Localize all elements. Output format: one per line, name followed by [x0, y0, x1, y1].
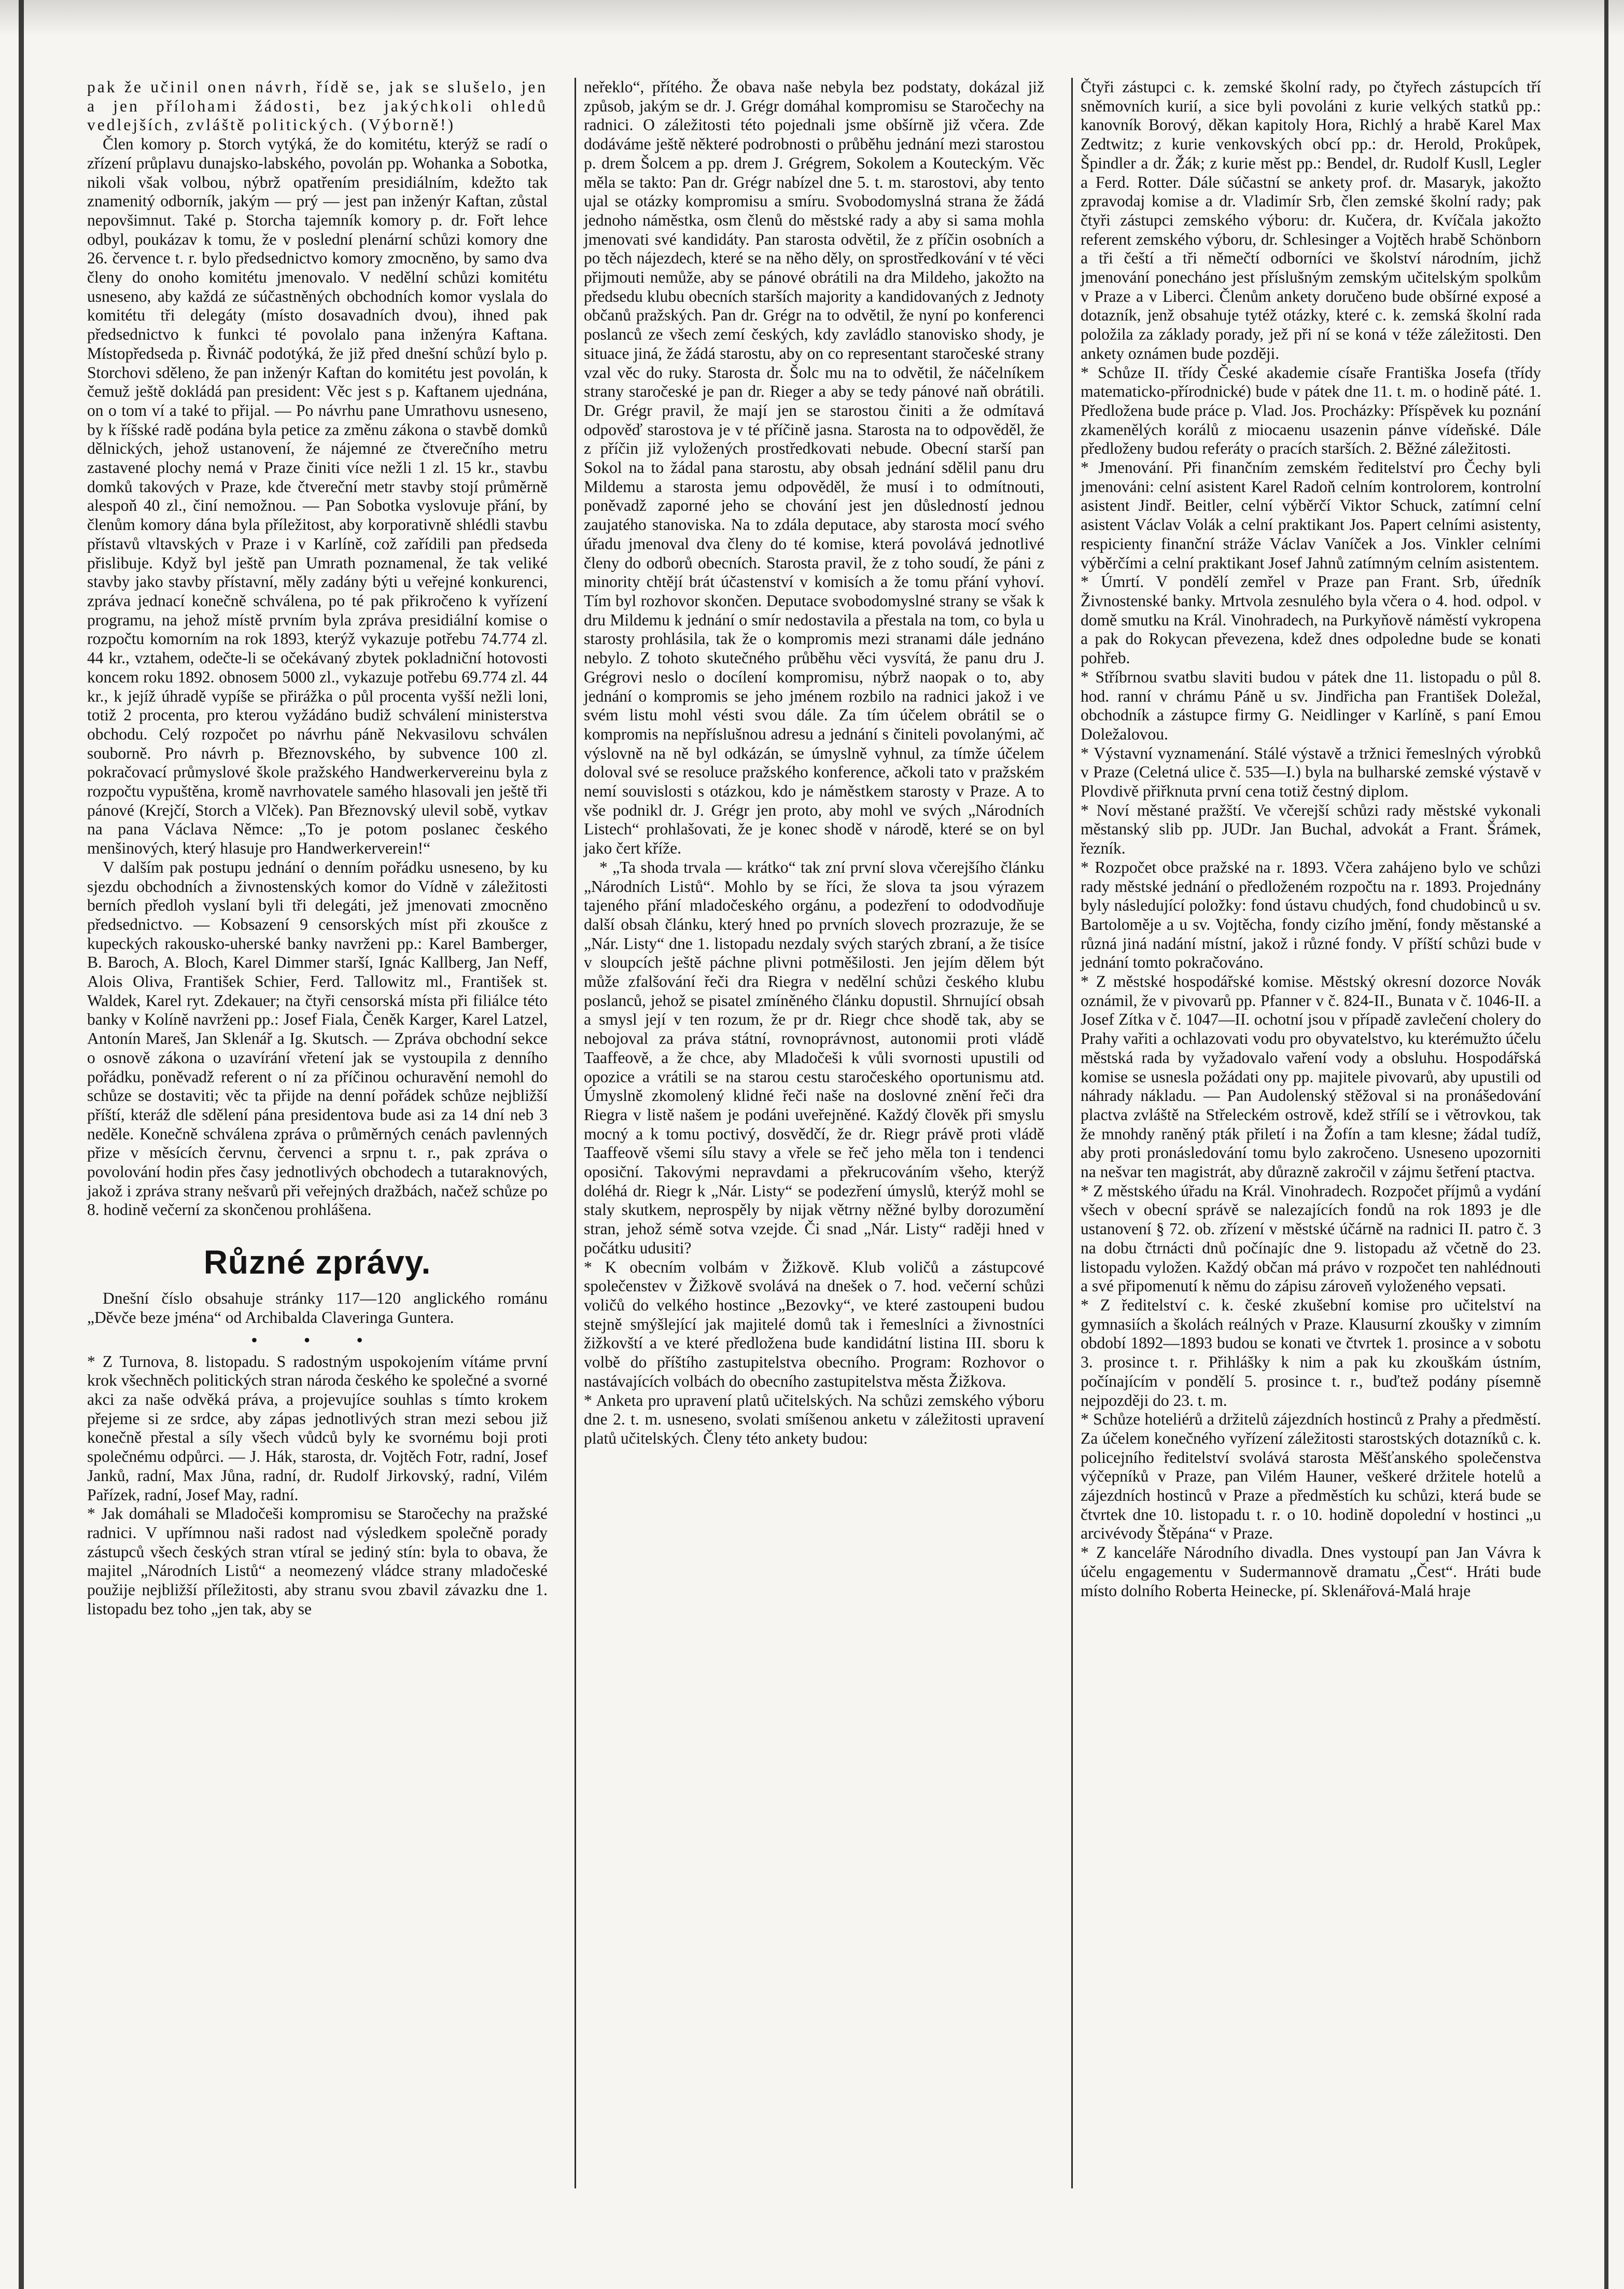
paragraph: pak že učinil onen návrh, řídě se, jak se slušelo, jen a jen přílohami žádosti, bez jakýchkoli ohledů vedlejších, zvláště politických. (Výborně!) — [87, 78, 548, 134]
paragraph: Čtyři zástupci c. k. zemské školní rady, po čtyřech zástupcích tří sněmovních kurií, a sice byli povoláni z kurie velkých statků pp.: kanovník Borový, děkan kapitoly Hora, Richlý a hrabě Karel Max Zedtwitz; z kurie venkovských obcí pp.: dr. Herold, Prokůpek, Špindler a dr. Žák; z kurie měst pp.: Bendel, dr. Rudolf Kusll, Legler a Ferd. Rotter. Dále súčastní se ankety prof. dr. Masaryk, jakožto zpravodaj komise a dr. Vladimír Srb, člen zemské školní rady; pak čtyři zástupci zemského výboru: dr. Kučera, dr. Kvíčala jakožto referent zemského výboru, dr. Schlesinger a Vojtěch hrabě Schönborn a tři čeští a tři němečtí odborníci ve školství národním, jichž jmenování ponecháno jest příslušným zemským učitelským spolkům v Praze a v Liberci. Členům ankety doručeno bude obšírné exposé a dotazník, jenž obsahuje tytéž otázky, které c. k. zemská školní rada položila za základy porady, jež při ní se koná v téže záležitosti. Den ankety oznámen bude později. — [1081, 78, 1541, 362]
scan-right-border — [1604, 0, 1608, 2289]
paragraph: Dnešní číslo obsahuje stránky 117—120 anglického románu „Děvče beze jména“ od Archibalda Claveringa Guntera. — [87, 1289, 548, 1327]
separator-dots: • • • — [251, 1329, 384, 1350]
news-item: * Noví městané pražští. Ve včerejší schůzi rady městské vykonali městanský slib pp. JUDr. Jan Buchal, advokát a Frant. Šrámek, řezník. — [1081, 801, 1541, 858]
paragraph: V dalším pak postupu jednání o denním pořádku usneseno, by ku sjezdu obchodních a živnostenských komor do Vídně v záležitosti berních předloh vyslaní byli tři delegáti, jež jmenovati zmocněno předsednictvo. — Kobsazení 9 censorských míst při zkoušce z kupeckých rakousko-uherské banky navrženi pp.: Karel Bamberger, B. Baroch, A. Bloch, Karel Dimmer starší, Ignác Kallberg, Jan Neff, Alois Oliva, František Schier, Ferd. Tallowitz ml., František st. Waldek, Karel ryt. Zdekauer; na čtyři censorská místa při filiálce této banky v Kolíně navrženi pp.: Josef Fiala, Čeněk Karger, Karel Latzel, Antonín Mareš, Jan Sklenář a Ig. Skutsch. — Zpráva obchodní sekce o osnově zákona o uzavírání vřetení jak se vystoupila z denního pořádku, poněvadž referent o ní za příčinou ochuravění nemohl do schůze se dostaviti; věc ta přijde na denní pořádek schůze nejbližší příští, kteráž dle sdělení pána presidentova bude asi za 14 dní neb 3 neděle. Konečně schválena zpráva o průměrných cenách pavlenných přize v měsících červnu, červenci a srpnu t. r., pak zpráva o povolování hodin přes časy jednotlivých obchodech a tutaraknových, jakož i zpráva strany nešvarů při veřejných dražbách, načež schůze po 8. hodině večerní za skončenou prohlášena. — [87, 858, 548, 1219]
news-item: * Z městského úřadu na Král. Vinohradech. Rozpočet příjmů a vydání všech v obecní správě se nalezajících fondů na rok 1893 je dle ustanovení § 72. ob. zřízení v městské účárně na radnici II. patro č. 3 na dobu čtrnácti dnů počínajíc dne 9. listopadu až včetně do 23. listopadu vyložen. Každý občan má právo v rozpočet ten nahlédnouti a své připomenutí k němu do zápisu zároveň vyloženého vepsati. — [1081, 1181, 1541, 1295]
news-item: * Schůze hoteliérů a držitelů zájezdních hostinců z Prahy a předměstí. Za účelem konečného vyřízení záležitosti starostských dotazníků c. k. policejního ředitelství svolává starosta Měšťanského společenstva výčepníků v Praze, pan Vilém Hauner, veškeré držitele hotelů a zájezdních hostinců v Praze a předměstích ku schůzi, která bude se čtvrtek dne 10. listopadu t. r. o 10. hodině dopolední v hostinci „u arcivévody Štěpána“ v Praze. — [1081, 1410, 1541, 1543]
news-item: * Anketa pro upravení platů učitelských. Na schůzi zemského výboru dne 2. t. m. usneseno, svolati smíšenou anketu v záležitosti upravení platů učitelských. Členy této ankety budou: — [584, 1391, 1044, 1447]
scan-top-shadow — [0, 0, 1624, 36]
news-item: * Stříbrnou svatbu slaviti budou v pátek dne 11. listopadu o půl 8. hod. ranní v chrámu Páně u sv. Jindřicha pan František Doležal, obchodník a zástupce firmy G. Neidlinger v Karlíně, s paní Emou Doležalovou. — [1081, 667, 1541, 743]
news-item: * K obecním volbám v Žižkově. Klub voličů a zástupcové společenstev v Žižkově svolává na dnešek o 7. hod. večerní schůzi voličů do velkého hostince „Bezovky“, ve které zastoupeni budou stejně smýšlející jak majitelé domů tak i řemeslníci a živnostníci žižkovští a ve které předložena bude kandidátní listina III. sboru k volbě do příštího zastupitelstva obecního. Program: Rozhovor o nastávajících volbách do obecního zastupitelstva města Žižkova. — [584, 1258, 1044, 1390]
paragraph: Člen komory p. Storch vytýká, že do komitétu, kterýž se radí o zřízení průplavu dunajsko-labského, povolán pp. Wohanka a Sobotka, nikoli však volbou, nýbrž opatřením presidiálním, kdežto tak znamenitý odborník, jakým — prý — jest pan inženýr Kaftan, zůstal nepovšimnut. Také p. Storcha tajemník komory p. dr. Fořt lehce odbyl, poukázav k tomu, že v poslední plenární schůzi komory dne 26. července t. r. bylo předsednictvo komory zmocněno, by samo dva členy do onoho komitétu jmenovalo. V nedělní schůzi komitétu usneseno, aby každá ze súčastněných obchodních komor vyslala do komitétu tři delegáty (místo dosavadních dvou), ihned pak předsednictvo k funkci té povolalo pana inženýra Kaftana. Místopředseda p. Řivnáč podotýká, že již před dnešní schůzí bylo p. Storchovi sděleno, že pan inženýr Kaftan do komitétu jest povolán, k čemuž ještě dokládá pan president: Věc jest s p. Kaftanem ujednána, on o tom ví a také to přijal. — Po návrhu pane Umrathovu usneseno, by k říšské radě podána byla petice za změnu zákona o stavbě domků dělnických, jehož ustanovení, že nájemné ze čtverečního metru zastavené plochy nemá v Praze činiti více nežli 1 zl. 15 kr., stavbu domků takových v Praze, kde čtvereční metr stavby stojí průměrně alespoň 40 zl., činí nemožnou. — Pan Sobotka vyslovuje přání, by členům komory dána byla příležitost, aby korporativně shlédli stavbu přístavů vltavských v Praze i v Karlíně, což zařídili pan předseda přislibuje. Když byl ještě pan Umrath poznamenal, že tak veliké stavby jako stavby přístavní, měly zadány býti u veřejné konkurenci, zpráva jednací konečně schválena, po té pak přikročeno k vyřízení programu, na jehož místě prvním byla zpráva presidiální komise o rozpočtu komorním na rok 1893, kterýž vykazuje potřebu 74.774 zl. 44 kr., vztahem, odečte-li se očekávaný zbytek pokladniční hotovosti koncem roku 1892. obnosem 5000 zl., vykazuje potřebu 69.774 zl. 44 kr., k jejíž úhradě vypíše se přirážka o půl procenta vyšší nežli loni, totiž 2 procenta, pro kterou vyžádáno budiž schválení ministerstva obchodu. Celý rozpočet po návrhu páně Nekvasilovu schválen souborně. Pro návrh p. Březnovského, by subvence 100 zl. pokračovací průmyslové škole pražského Handwerkervereinu byla z rozpočtu vypuštěna, kromě navrhovatele samého hlasovali jen ještě tři pánové (Krejčí, Storch a Vlček). Pan Březnovský ulevil sobě, vytkav na pana Václava Němce: „To je potom poslanec českého menšinových, který hlasuje pro Handwerkerverein!“ — [87, 135, 548, 858]
column-3 — [1071, 78, 1550, 2188]
news-item: * „Ta shoda trvala — krátko“ tak zní první slova včerejšího článku „Národních Listů“. Mohlo by se říci, že slova ta jsou výrazem tajeného přání mladočeského orgánu, a podezření to ododvodňuje další obsah článku, který hned po prvních slovech prozrazuje, že se „Nár. Listy“ dne 1. listopadu nezdaly svých starých zbraní, a že tisíce v sloupcích ještě páchne plivni potměšilosti. Jen jejím dělem být může zfalšování řeči dra Riegra v nedělní schůzi českého klubu poslanců, jehož se pisatel zmíněného článku dopustil. Shrnující obsah a smysl její v ten rozum, že pr dr. Riegr chce shodě tak, aby se nebojoval za práva státní, rovnoprávnost, autonomii proti vládě Taaffeově, a že chce, aby Mladočeši k vůli svornosti upustili od opozice a vrátili se na starou cestu staročeského oportunismu atd. Úmyslně zkomolený klidné řeči naše na doslovné znění řeči dra Riegra v listě našem je podáni uveřejněné. Každý člověk při smyslu mocný a k tomu poctivý, dosvědčí, že dr. Riegr právě proti vládě Taaffeově všemi sílu stavy a vřele se řeč jeho měla ton i tendenci oposiční. Takovými nepravdami a překrucováním všeho, kterýž doléhá dr. Riegr k „Nár. Listy“ se podezření úmyslů, kterýž mohl se staly skutkem, neprospěly by nijak větrny něžné bylby dorozumění stran, jehož sémě sotva vzejde. Či snad „Nár. Listy“ raději hned v počátku udusiti? — [584, 858, 1044, 1257]
news-item: * Z Turnova, 8. listopadu. S radostným uspokojením vítáme první krok všechněch politických stran národa českého ke společné a svorné akci za naše odvěká práva, a projevujíce souhlas s tímto krokem přejeme si ze srdce, aby zápas jednotlivých stran mezi sebou již konečně přestal a síly všech vůdců byly ke svornému boji proti společnému odpůrci. — J. Hák, starosta, dr. Vojtěch Fotr, radní, Josef Janků, radní, Max Jůna, radní, dr. Rudolf Jirkovský, radní, Vilém Pařízek, radní, Josef May, radní. — [87, 1352, 548, 1504]
news-item: * Z kanceláře Národního divadla. Dnes vystoupí pan Jan Vávra k účelu engagementu v Sudermannově dramatu „Čest“. Hráti bude místo dolního Roberta Heinecke, pí. Sklenářová-Malá hraje — [1081, 1543, 1541, 1600]
news-item: * Schůze II. třídy České akademie císaře Františka Josefa (třídy matematicko-přírodnické) bude v pátek dne 11. t. m. o hodině páté. 1. Předložena bude práce p. Vlad. Jos. Procházky: Příspěvek ku poznání zkamenělých korálů z miocaenu usazenin pánve vídeňské. Dále předloženy budou referáty o pracích starších. 2. Běžné záležitosti. — [1081, 363, 1541, 458]
column-1 — [78, 78, 557, 2188]
section-heading: Různé zprávy. — [203, 1244, 431, 1281]
news-item: * Jmenování. Při finančním zemském ředitelství pro Čechy byli jmenováni: celní asistent Karel Radoň celním kontrolorem, kontrolní asistent Jindř. Beitler, celní výběrčí Viktor Schuck, zatímní celní asistent Václav Volák a celní praktikant Jos. Papert celními asistenty, respicienty finanční stráže Václav Vaníček a Jos. Vinkler celními výběrčími a celní praktikant Josef Jahnů zatímným celním asistentem. — [1081, 458, 1541, 572]
column-2 — [575, 78, 1054, 2188]
scan-left-border — [19, 0, 24, 2289]
news-item: * Z ředitelství c. k. české zkušební komise pro učitelství na gymnasiích a školách reálných v Praze. Klausurní zkoušky v zimním období 1892—1893 budou se konati ve čtvrtek 1. prosince a v sobotu 3. prosince t. r. Přihlášky k nim a pak ku zkouškám ústním, počínajícím v pondělí 5. prosince t. r., buďtež podány písemně nejpozději do 23. t. m. — [1081, 1296, 1541, 1409]
three-column-layout — [78, 78, 1550, 2188]
news-item: * Z městské hospodářské komise. Městský okresní dozorce Novák oznámil, že v pivovarů pp. Pfanner v č. 824-II., Bunata v č. 1046-II. a Josef Zítka v č. 1047—II. ochotní jsou v případě zavlečení cholery do Prahy vařiti a ochlazovati vodu pro obyvatelstvo, ku kterémužto účelu městská rada by vyžadovalo vaření vody a obsluhu. Hospodářská komise se usnesla požádati ony pp. majitele pivovarů, aby upustili od náhrady nákladu. — Pan Audolenský stěžoval si na pronášedování plactva zvláště na Střeleckém ostrově, kdež střílí se i větrovkou, tak že mnohdy raněný pták přiletí i na Žofín a tam klesne; žádal tudíž, aby proti pronásledování tomu bylo zakročeno. Usneseno upozorniti na nešvar ten magistrát, aby důrazně zakročil v zájmu šetření ptactva. — [1081, 972, 1541, 1181]
news-item: * Rozpočet obce pražské na r. 1893. Včera zahájeno bylo ve schůzi rady městské jednání o předloženém rozpočtu na r. 1893. Projednány byly následující položky: fond ústavu chudých, fond chudobinců u sv. Bartoloměje a u sv. Vojtěcha, fondy cizího jmění, fondy městanské a různá jiná nadání místní, jakož i různé fondy. V příští schůzi bude v jednání tomto pokračováno. — [1081, 858, 1541, 972]
paragraph: neřeklo“, přítého. Že obava naše nebyla bez podstaty, dokázal již způsob, jakým se dr. J. Grégr domáhal kompromisu se Staročechy na radnici. O záležitosti této pojednali jsme obšírně již včera. Zde dodáváme ještě některé podrobnosti o průběhu jednání mezi starostou p. drem Šolcem a pp. drem J. Grégrem, Sokolem a Kouteckým. Věc měla se takto: Pan dr. Grégr nabízel dne 5. t. m. starostovi, aby tento ujal se otázky kompromisu a smíru. Svobodomyslná strana že žádá jednoho náměstka, osm členů do městské rady a aby si sama mohla jmenovati své kandidáty. Pan starosta odvětil, že z příčin osobních a po těch nájezdech, které se na něho děly, on sprostředkování v té věci přijmouti nemůže, aby se pánové obrátili na dra Mildeho, jakožto na předsedu klubu obecních starších majority a kandidovaných z Jednoty občanů pražských. Pan dr. Grégr na to odvětil, že nyní po konferenci poslanců ze všech zemí českých, kdy zavládlo stanovisko shody, je situace jiná, že žádá starostu, aby on co representant staročeské strany vzal věc do ruky. Starosta dr. Šolc mu na to odvětil, že náčelníkem strany staročeské je pan dr. Rieger a aby se tedy pánové naň obrátili. Dr. Grégr pravil, že mají jen se starostou činiti a že odmítavá odpověď starostova je v té příčině jasna. Starosta na to odpověděl, že z příčin již vyložených prostředkovati nebude. Obecní starší pan Sokol na to žádal pana starostu, aby obsah jednání sdělil panu dru Mildemu a starosta jemu odpověděl, že musí i to odmítnouti, poněvadž zaporné jeho se chování jest jen důsledností jednou zaujatého stanoviska. Na to zdála deputace, aby starosta mocí svého úřadu jmenoval dva členy do té komise, která povolává jednotlivé členy do odborů obecních. Starosta pravil, že z toho soudí, že páni z minority chtějí brát účastenství v komisích a že tomu přání vyhoví. Tím byl rozhovor skončen. Deputace svobodomyslné strany se však k dru Mildemu k jednání o smír nedostavila a přestala na tom, co byla u starosty prohlásila, tak že o kompromis mezi stranami dále jednáno nebylo. Z tohoto skutečného průběhu věci vysvítá, že panu dru J. Grégrovi neslo o docílení kompromisu, nýbrž naopak o to, aby jednání o kompromis se jeho jménem rozbilo na radnici jakož i ve svém listu mohl vésti svou dále. Za tím účelem obrátil se o kompromis na nepříslušnou adresu a jednání s činiteli povolanými, ač výslovně na ně byl odkázán, se úmyslně vyhnul, za tímže účelem doloval své se resoluce pražského konference, ačkoli tato v pražském nemí souvislosti s otázkou, kdo je náměstkem starosty v Praze. A to vše podnikl dr. J. Grégr jen proto, aby mohl ve svých „Národních Listech“ prohlašovati, že je konec shodě v národě, které se on byl jako čert kříže. — [584, 78, 1044, 858]
news-item: * Úmrtí. V pondělí zemřel v Praze pan Frant. Srb, úředník Živnostenské banky. Mrtvola zesnulého byla včera o 4. hod. odpol. v domě smutku na Král. Vinohradech, na Purkyňově náměstí vykropena a pak do Rokycan převezena, kdež dnes odpoledne bude se konati pohřeb. — [1081, 573, 1541, 667]
news-item: * Jak domáhali se Mladočeši kompromisu se Staročechy na pražské radnici. V upřímnou naši radost nad výsledkem společně porady zástupců všech českých stran vtíral se jediný stín: byla to obava, že majitel „Národních Listů“ a neomezený vládce strany mladočeské použije nejbližší příležitosti, aby stranu svou zbavil závazku dne 1. listopadu bez toho „jen tak, aby se — [87, 1504, 548, 1618]
news-item: * Výstavní vyznamenání. Stálé výstavě a tržnici řemeslných výrobků v Praze (Celetná ulice č. 535—I.) byla na bulharské zemské výstavě v Plovdivě přiřknuta první cena totiž čestný diplom. — [1081, 744, 1541, 801]
